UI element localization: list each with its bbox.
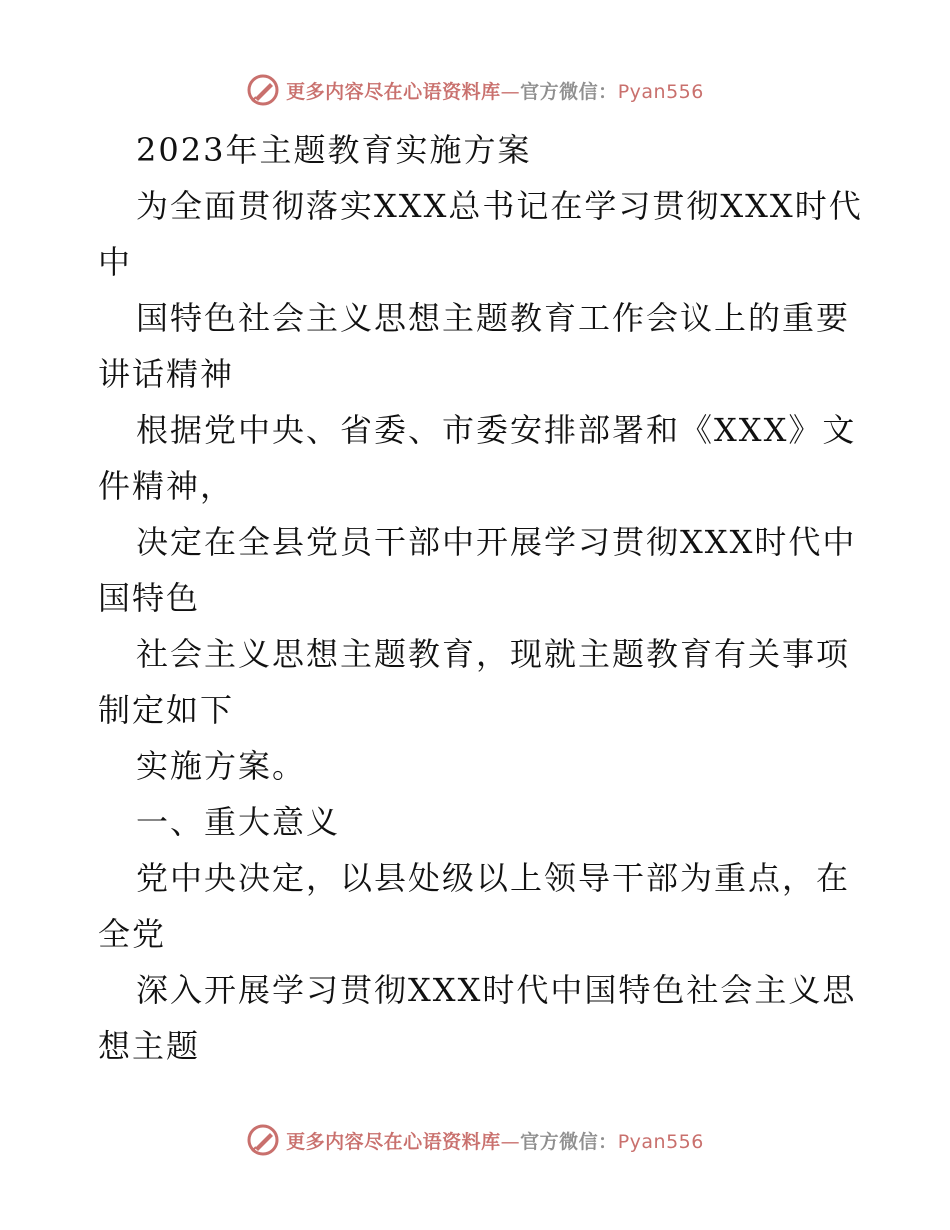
watermark-brand: 更多内容尽在心语资料库 [286, 1130, 501, 1153]
document-body [98, 122, 863, 1074]
quill-logo-icon [246, 73, 280, 107]
watermark-text [286, 1127, 704, 1154]
watermark-label: 官方微信： [520, 80, 618, 103]
header-watermark [0, 70, 950, 110]
paragraph-line: 制定如下 [98, 691, 235, 729]
paragraph-line: 决定在全县党员干部中开展学习贯彻XXX时代中 [136, 523, 857, 561]
watermark-dash: — [500, 80, 521, 103]
section-heading: 一、重大意义 [136, 803, 341, 841]
paragraph-line: 深入开展学习贯彻XXX时代中国特色社会主义思 [136, 971, 857, 1009]
paragraph-line: 讲话精神 [98, 355, 235, 393]
watermark-label: 官方微信： [520, 1130, 618, 1153]
paragraph-line: 中 [98, 243, 133, 281]
watermark-id: Pyan556 [617, 80, 704, 103]
watermark-brand: 更多内容尽在心语资料库 [286, 80, 501, 103]
paragraph-line: 国特色社会主义思想主题教育工作会议上的重要 [136, 299, 851, 337]
footer-watermark [0, 1120, 950, 1160]
paragraph-line: 根据党中央、省委、市委安排部署和《XXX》文 [136, 411, 857, 449]
paragraph-line: 社会主义思想主题教育，现就主题教育有关事项 [136, 635, 851, 673]
paragraph-line: 国特色 [98, 579, 201, 617]
document-title: 2023年主题教育实施方案 [136, 131, 532, 169]
paragraph-line: 党中央决定，以县处级以上领导干部为重点，在 [136, 859, 851, 897]
paragraph-line: 实施方案。 [136, 747, 307, 785]
watermark-id: Pyan556 [617, 1130, 704, 1153]
paragraph-line: 件精神， [98, 467, 235, 505]
paragraph-line: 想主题 [98, 1027, 201, 1065]
quill-logo-icon [246, 1123, 280, 1157]
paragraph-line: 全党 [98, 915, 167, 953]
watermark-dash: — [500, 1130, 521, 1153]
paragraph-line: 为全面贯彻落实XXX总书记在学习贯彻XXX时代 [136, 187, 863, 225]
watermark-text [286, 77, 704, 104]
